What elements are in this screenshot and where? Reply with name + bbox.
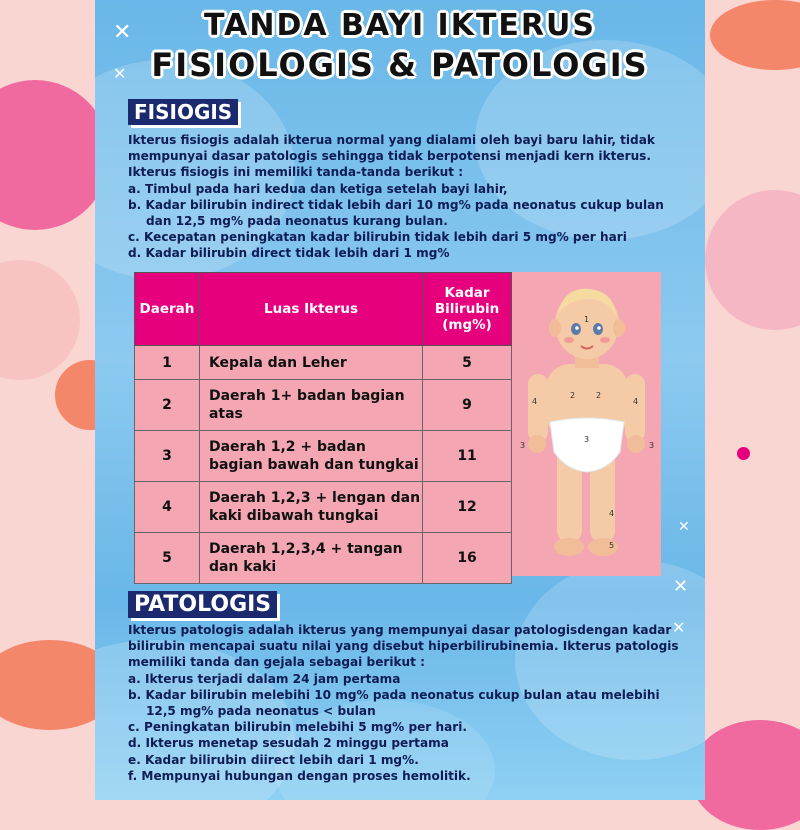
cell-daerah: 5 [135,533,200,584]
patologis-line: b. Kadar bilirubin melebihi 10 mg% pada neonatus cukup bulan atau melebihi [128,687,660,702]
table-row [135,431,512,482]
table-row [135,533,512,584]
patologis-line: Ikterus patologis adalah ikterus yang mempunyai dasar patologisdengan kadar [128,623,672,637]
cell-daerah: 2 [135,380,200,431]
cell-daerah: 1 [135,346,200,380]
fisiologis-line: d. Kadar bilirubin direct tidak lebih dari 1 mg% [128,246,450,261]
fisiologis-line: Ikterus fisiogis adalah ikterua normal yang dialami oleh bayi baru lahir, tidak [128,133,655,147]
cell-kadar: 11 [423,431,512,482]
baby-label-diaper: 3 [584,435,590,444]
fisiologis-text [128,132,688,262]
cell-kadar: 5 [423,346,512,380]
table-row [135,346,512,380]
fisiologis-line: a. Timbul pada hari kedua dan ketiga setelah bayi lahir, [128,181,508,196]
patologis-line: a. Ikterus terjadi dalam 24 jam pertama [128,671,401,686]
poster [95,0,705,800]
sparkle-icon: ✕ [672,618,686,637]
bg-blob-right-mid [705,190,800,330]
baby-label-hand-right: 3 [649,441,655,450]
fisiologis-line: c. Kecepatan peningkatan kadar bilirubin tidak lebih dari 5 mg% per hari [128,230,627,245]
sparkle-icon: ✕ [673,576,689,597]
bg-blob-right-top [710,0,800,70]
baby-label-head: 1 [584,315,590,324]
patologis-line: 12,5 mg% pada neonatus < bulan [146,704,376,719]
baby-label-arm-right: 4 [633,397,639,406]
baby-label-arm-left: 4 [532,397,538,406]
cell-kadar: 12 [423,482,512,533]
sparkle-icon: ✕ [113,64,127,83]
fisiologis-line: b. Kadar bilirubin indirect tidak lebih dari 10 mg% pada neonatus cukup bulan [128,197,664,212]
sparkle-icon: ✕ [678,519,690,535]
patologis-line: e. Kadar bilirubin diirect lebih dari 1 mg%. [128,752,419,767]
baby-label-foot: 5 [609,541,615,550]
header-kadar-bilirubin: Kadar Bilirubin (mg%) [423,273,512,346]
patologis-heading: PATOLOGIS [128,591,277,618]
title-line-2: FISIOLOGIS & PATOLOGIS [151,46,649,84]
cell-luas: Daerah 1,2 + badan bagian bawah dan tungkai [199,431,422,482]
title-line-1: TANDA BAYI IKTERUS [203,8,596,43]
bg-blob-right-low [690,720,800,830]
baby-illustration-panel [512,272,661,576]
baby-label-leg: 4 [609,509,615,518]
patologis-line: d. Ikterus menetap sesudah 2 minggu pertama [128,736,449,751]
sparkle-icon: ✕ [113,20,132,45]
fisiologis-heading: FISIOGIS [128,99,238,125]
fisiologis-line: Ikterus fisiogis ini memiliki tanda-tanda berikut : [128,165,464,180]
cell-kadar: 9 [423,380,512,431]
table-row [135,482,512,533]
bilirubin-table [134,272,512,576]
fisiologis-line: mempunyai dasar patologis sehingga tidak berpotensi menjadi kern ikterus. [128,149,651,164]
patologis-line: bilirubin mencapai suatu nilai yang disebut hiperbilirubinemia. Ikterus patologis [128,639,679,654]
bg-blob-right-dot [737,447,750,460]
bg-blob-left-mid [0,260,80,380]
cell-luas: Daerah 1+ badan bagian atas [199,380,422,431]
cell-daerah: 3 [135,431,200,482]
cell-luas: Daerah 1,2,3 + lengan dan kaki dibawah tungkai [199,482,422,533]
patologis-line: c. Peningkatan bilirubin melebihi 5 mg% per hari. [128,720,467,735]
header-daerah: Daerah [135,273,200,346]
cell-luas: Daerah 1,2,3,4 + tangan dan kaki [199,533,422,584]
fisiologis-line: dan 12,5 mg% pada neonatus kurang bulan. [146,214,448,229]
cell-kadar: 16 [423,533,512,584]
baby-label-hand-left: 3 [520,441,526,450]
patologis-line: memiliki tanda dan gejala sebagai berikut : [128,655,425,670]
baby-illustration [512,272,661,576]
cell-daerah: 4 [135,482,200,533]
patologis-line: f. Mempunyai hubungan dengan proses hemolitik. [128,768,471,783]
table-row [135,380,512,431]
cell-luas: Kepala dan Leher [199,346,422,380]
bg-blob-left-top [0,80,110,230]
patologis-text [128,618,688,784]
baby-label-chest-left: 2 [570,391,576,400]
baby-label-chest-right: 2 [596,391,602,400]
header-luas-ikterus: Luas Ikterus [199,273,422,346]
